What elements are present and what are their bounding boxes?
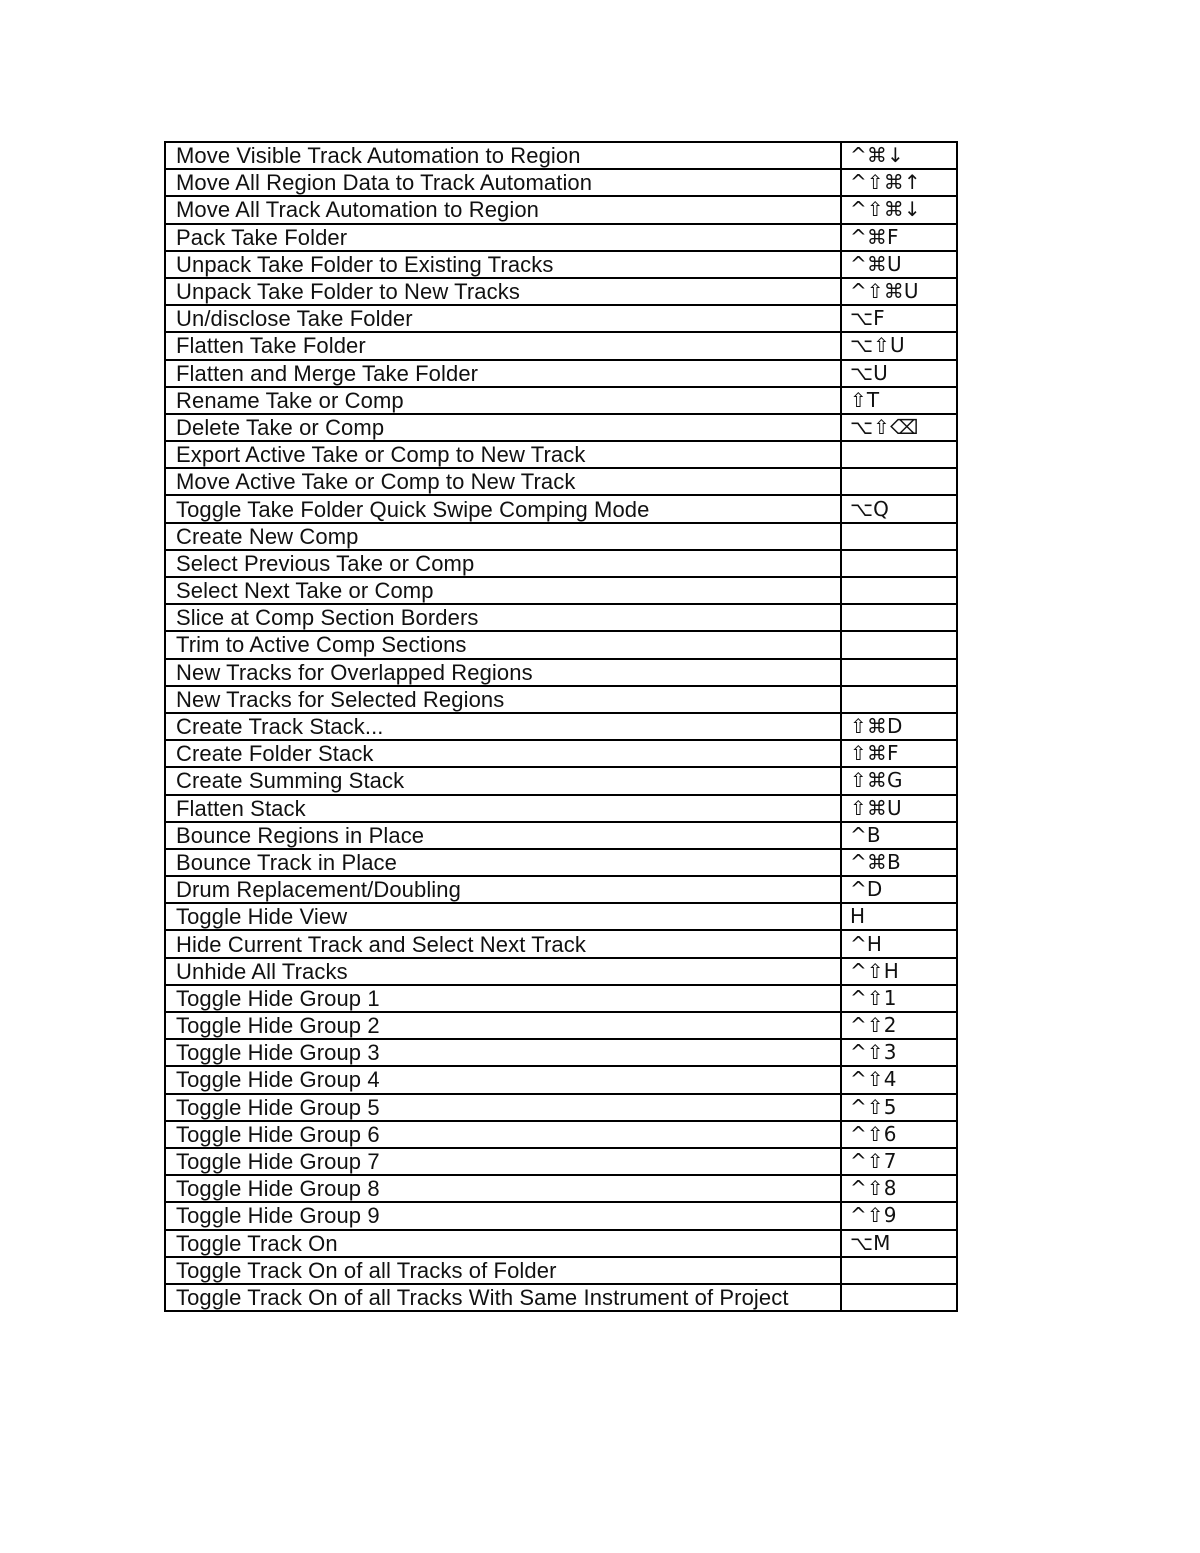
table-row xyxy=(165,495,957,522)
command-cell: Move All Track Automation to Region xyxy=(165,196,841,223)
command-cell: Toggle Hide Group 7 xyxy=(165,1148,841,1175)
table-row xyxy=(165,523,957,550)
command-cell: Toggle Take Folder Quick Swipe Comping Mode xyxy=(165,495,841,522)
command-cell: Create Folder Stack xyxy=(165,740,841,767)
shortcut-keys-cell xyxy=(841,550,957,577)
shortcut-keys-cell: ⌥⇧U xyxy=(841,332,957,359)
shortcut-keys-cell: ⇧T xyxy=(841,387,957,414)
table-row xyxy=(165,414,957,441)
table-row xyxy=(165,360,957,387)
shortcut-keys-cell: ^⇧2 xyxy=(841,1012,957,1039)
shortcut-keys-cell: ^⇧4 xyxy=(841,1066,957,1093)
table-row xyxy=(165,468,957,495)
command-cell: Toggle Hide Group 2 xyxy=(165,1012,841,1039)
command-cell: Select Previous Take or Comp xyxy=(165,550,841,577)
table-row xyxy=(165,740,957,767)
command-cell: Flatten Stack xyxy=(165,795,841,822)
shortcut-keys-cell: ⌥Q xyxy=(841,495,957,522)
table-row xyxy=(165,332,957,359)
table-row xyxy=(165,251,957,278)
table-row xyxy=(165,1148,957,1175)
command-cell: Flatten and Merge Take Folder xyxy=(165,360,841,387)
shortcut-keys-cell xyxy=(841,468,957,495)
shortcut-table xyxy=(164,141,958,1312)
command-cell: Slice at Comp Section Borders xyxy=(165,604,841,631)
shortcut-keys-cell xyxy=(841,686,957,713)
shortcut-keys-cell: ^⌘↓ xyxy=(841,142,957,169)
shortcut-keys-cell: ⇧⌘D xyxy=(841,713,957,740)
table-row xyxy=(165,958,957,985)
table-row xyxy=(165,903,957,930)
table-row xyxy=(165,686,957,713)
shortcut-keys-cell: ⇧⌘U xyxy=(841,795,957,822)
table-row xyxy=(165,822,957,849)
table-row xyxy=(165,659,957,686)
command-cell: Toggle Track On of all Tracks of Folder xyxy=(165,1257,841,1284)
command-cell: Unhide All Tracks xyxy=(165,958,841,985)
table-row xyxy=(165,1066,957,1093)
shortcut-keys-cell: ^⇧6 xyxy=(841,1121,957,1148)
command-cell: Toggle Hide Group 6 xyxy=(165,1121,841,1148)
command-cell: Toggle Hide Group 3 xyxy=(165,1039,841,1066)
shortcut-keys-cell xyxy=(841,604,957,631)
command-cell: Create Track Stack... xyxy=(165,713,841,740)
table-row xyxy=(165,1284,957,1311)
shortcut-keys-cell: ^⇧H xyxy=(841,958,957,985)
shortcut-keys-cell: ^⇧7 xyxy=(841,1148,957,1175)
command-cell: Unpack Take Folder to Existing Tracks xyxy=(165,251,841,278)
shortcut-keys-cell: ^H xyxy=(841,930,957,957)
table-row xyxy=(165,795,957,822)
table-row xyxy=(165,142,957,169)
table-row xyxy=(165,1012,957,1039)
table-row xyxy=(165,1175,957,1202)
command-cell: Toggle Hide Group 9 xyxy=(165,1202,841,1229)
shortcut-keys-cell: ^⇧⌘U xyxy=(841,278,957,305)
command-cell: Move Visible Track Automation to Region xyxy=(165,142,841,169)
command-cell: Bounce Track in Place xyxy=(165,849,841,876)
table-row xyxy=(165,767,957,794)
table-row xyxy=(165,1094,957,1121)
table-row xyxy=(165,169,957,196)
table-row xyxy=(165,631,957,658)
table-row xyxy=(165,1230,957,1257)
command-cell: Pack Take Folder xyxy=(165,224,841,251)
table-row xyxy=(165,387,957,414)
table-row xyxy=(165,441,957,468)
shortcut-keys-cell: ^⇧8 xyxy=(841,1175,957,1202)
command-cell: Select Next Take or Comp xyxy=(165,577,841,604)
shortcut-keys-cell: ^⇧9 xyxy=(841,1202,957,1229)
shortcut-keys-cell: ^B xyxy=(841,822,957,849)
shortcut-keys-cell: ⌥F xyxy=(841,305,957,332)
command-cell: Create Summing Stack xyxy=(165,767,841,794)
table-row xyxy=(165,1202,957,1229)
shortcut-keys-cell: ^⇧3 xyxy=(841,1039,957,1066)
command-cell: Toggle Hide View xyxy=(165,903,841,930)
shortcut-keys-cell: ⌥U xyxy=(841,360,957,387)
command-cell: Flatten Take Folder xyxy=(165,332,841,359)
shortcut-keys-cell: ^⌘B xyxy=(841,849,957,876)
command-cell: Rename Take or Comp xyxy=(165,387,841,414)
command-cell: Trim to Active Comp Sections xyxy=(165,631,841,658)
table-row xyxy=(165,550,957,577)
table-row xyxy=(165,1257,957,1284)
table-row xyxy=(165,1039,957,1066)
command-cell: Hide Current Track and Select Next Track xyxy=(165,930,841,957)
table-row xyxy=(165,604,957,631)
shortcut-keys-cell: ⇧⌘G xyxy=(841,767,957,794)
shortcut-keys-cell: ⌥M xyxy=(841,1230,957,1257)
table-row xyxy=(165,849,957,876)
table-row xyxy=(165,985,957,1012)
shortcut-keys-cell xyxy=(841,631,957,658)
shortcut-keys-cell: ^⇧⌘↑ xyxy=(841,169,957,196)
shortcut-table-body xyxy=(165,142,957,1311)
command-cell: Toggle Hide Group 8 xyxy=(165,1175,841,1202)
table-row xyxy=(165,305,957,332)
command-cell: Toggle Track On xyxy=(165,1230,841,1257)
command-cell: New Tracks for Selected Regions xyxy=(165,686,841,713)
command-cell: Delete Take or Comp xyxy=(165,414,841,441)
command-cell: Toggle Hide Group 5 xyxy=(165,1094,841,1121)
table-row xyxy=(165,930,957,957)
command-cell: Move All Region Data to Track Automation xyxy=(165,169,841,196)
table-row xyxy=(165,196,957,223)
table-row xyxy=(165,224,957,251)
command-cell: New Tracks for Overlapped Regions xyxy=(165,659,841,686)
shortcut-keys-cell: ^D xyxy=(841,876,957,903)
command-cell: Unpack Take Folder to New Tracks xyxy=(165,278,841,305)
shortcut-keys-cell xyxy=(841,1284,957,1311)
table-row xyxy=(165,278,957,305)
command-cell: Un/disclose Take Folder xyxy=(165,305,841,332)
shortcut-keys-cell: ⌥⇧⌫ xyxy=(841,414,957,441)
command-cell: Create New Comp xyxy=(165,523,841,550)
command-cell: Move Active Take or Comp to New Track xyxy=(165,468,841,495)
table-row xyxy=(165,577,957,604)
command-cell: Toggle Track On of all Tracks With Same Instrument of Project xyxy=(165,1284,841,1311)
shortcut-keys-cell: ⇧⌘F xyxy=(841,740,957,767)
command-cell: Toggle Hide Group 1 xyxy=(165,985,841,1012)
shortcut-keys-cell: ^⌘F xyxy=(841,224,957,251)
command-cell: Toggle Hide Group 4 xyxy=(165,1066,841,1093)
shortcut-keys-cell xyxy=(841,441,957,468)
shortcut-keys-cell: ^⇧5 xyxy=(841,1094,957,1121)
shortcut-keys-cell xyxy=(841,659,957,686)
shortcut-keys-cell xyxy=(841,577,957,604)
shortcut-keys-cell xyxy=(841,523,957,550)
shortcut-keys-cell: ^⌘U xyxy=(841,251,957,278)
command-cell: Bounce Regions in Place xyxy=(165,822,841,849)
table-row xyxy=(165,876,957,903)
command-cell: Export Active Take or Comp to New Track xyxy=(165,441,841,468)
shortcut-keys-cell: ^⇧1 xyxy=(841,985,957,1012)
table-row xyxy=(165,1121,957,1148)
shortcut-keys-cell xyxy=(841,1257,957,1284)
table-row xyxy=(165,713,957,740)
command-cell: Drum Replacement/Doubling xyxy=(165,876,841,903)
shortcut-keys-cell: ^⇧⌘↓ xyxy=(841,196,957,223)
shortcut-keys-cell: H xyxy=(841,903,957,930)
